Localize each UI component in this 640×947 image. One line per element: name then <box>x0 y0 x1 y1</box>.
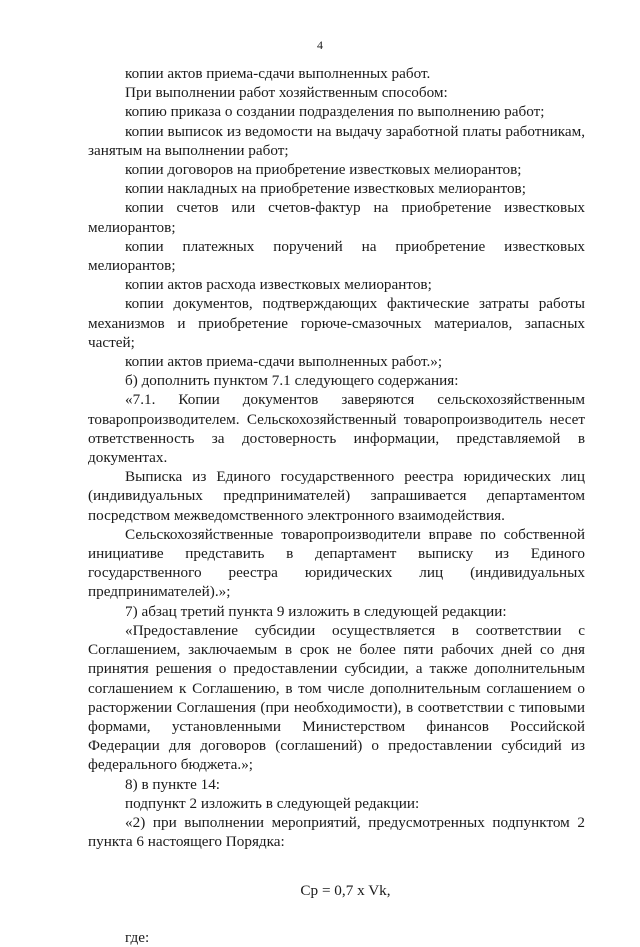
paragraph: При выполнении работ хозяйственным способом: <box>125 84 448 102</box>
paragraph: 8) в пункте 14: <box>125 775 221 793</box>
paragraph: Сельскохозяйственные товаропроизводители вправе по собственной инициативе представить в департамент выписку из Единого государственного реестра юридических лиц (индивидуальных предпринимателей).»; <box>88 525 585 601</box>
paragraph: Выписка из Единого государственного реестра юридических лиц (индивидуальных предпринимателей) запрашивается департаментом посредством межведомственного электронного взаимодействия. <box>88 468 585 524</box>
paragraph: подпункт 2 изложить в следующей редакции: <box>125 794 420 812</box>
paragraph: копии документов, подтверждающих фактические затраты работы механизмов и приобретение горюче-смазочных материалов, запасных частей; <box>88 295 585 351</box>
paragraph: копии выписок из ведомости на выдачу заработной платы работникам, занятым на выполнении работ; <box>88 122 585 159</box>
paragraph: «7.1. Копии документов заверяются сельскохозяйственным товаропроизводителем. Сельскохозяйственный товаропроизводитель несет ответственность за достоверность информации, представляемой в документах. <box>88 391 585 467</box>
paragraph: копии накладных на приобретение известковых мелиорантов; <box>125 180 526 198</box>
paragraph: 7) абзац третий пункта 9 изложить в следующей редакции: <box>125 602 507 620</box>
paragraph: копии актов расхода известковых мелиорантов; <box>125 276 432 294</box>
paragraph: копии актов приема-сдачи выполненных работ. <box>125 65 431 82</box>
paragraph: «2) при выполнении мероприятий, предусмотренных подпунктом 2 пункта 6 настоящего Порядка: <box>88 813 585 851</box>
paragraph: копии договоров на приобретение известковых мелиорантов; <box>125 161 522 179</box>
formula: Cp = 0,7 x Vk, <box>300 882 391 900</box>
page-number: 4 <box>317 38 323 52</box>
paragraph: копии счетов или счетов-фактур на приобретение известковых мелиорантов; <box>88 199 585 236</box>
paragraph: б) дополнить пунктом 7.1 следующего содержания: <box>125 372 459 390</box>
paragraph: копии актов приема-сдачи выполненных работ.»; <box>125 353 443 371</box>
paragraph: копию приказа о создании подразделения по выполнению работ; <box>125 103 545 121</box>
paragraph: «Предоставление субсидии осуществляется в соответствии с Соглашением, заключаемым в срок не более пяти рабочих дней со дня принятия решения о предоставлении субсидии, а также дополнительным соглашением к Соглашению, в том числе дополнительным соглашением о расторжении Соглашения (при необходимости), в соответствии с типовыми формами, установленными Министерством финансов Российской Федерации для договоров (соглашений) о предоставлении субсидий из федерального бюджета.»; <box>88 621 585 774</box>
where-label: где: <box>125 928 150 946</box>
document-body <box>88 64 585 947</box>
paragraph: копии платежных поручений на приобретение известковых мелиорантов; <box>88 237 585 275</box>
